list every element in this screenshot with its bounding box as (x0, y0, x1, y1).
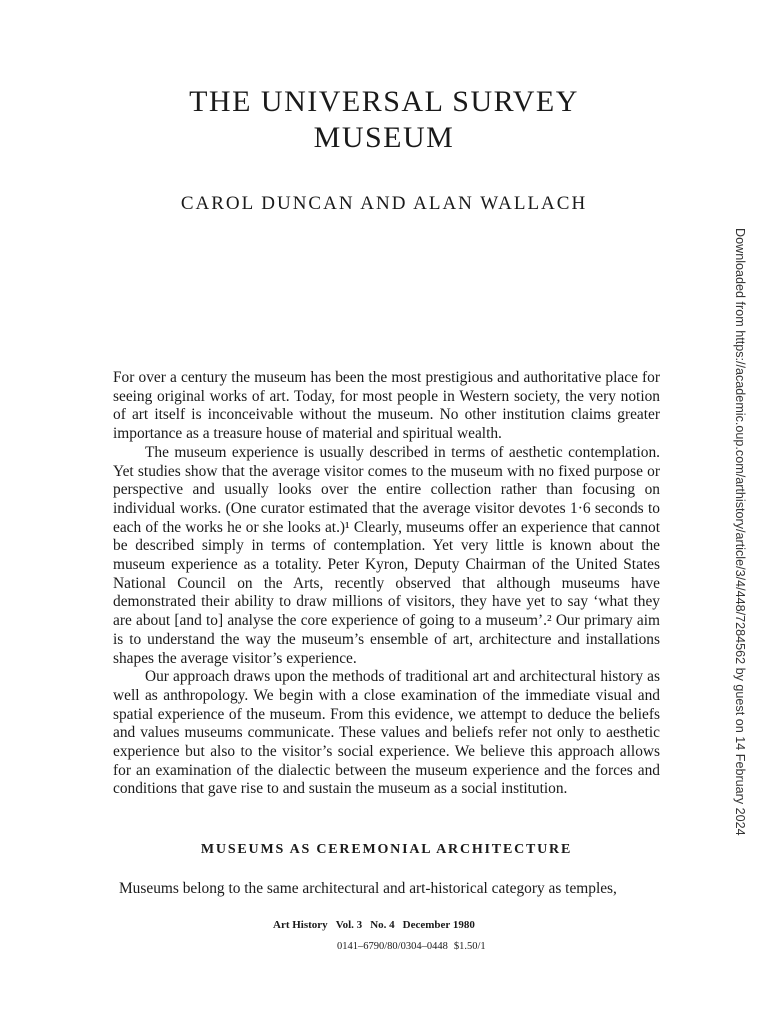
section-heading: MUSEUMS AS CEREMONIAL ARCHITECTURE (200, 842, 573, 857)
issn-line (337, 941, 492, 952)
journal-name: Art History (273, 919, 328, 931)
journal-volume: Vol. 3 (335, 919, 363, 931)
article-title-line-2: MUSEUM (313, 121, 455, 154)
section-first-line: Museums belong to the same architectural and art-historical category as temples, (119, 880, 617, 897)
paragraph-1: For over a century the museum has been the most prestigious and authoritative place for seeing original works of art. Today, for most people in Western society, the very notion of art itself is inconceivable without the museum. No other institution claims greater importance as a treasure house of material and spiritual wealth. (113, 369, 660, 443)
article-title-line-1: THE UNIVERSAL SURVEY (189, 85, 579, 118)
article-authors: CAROL DUNCAN AND ALAN WALLACH (180, 193, 588, 214)
journal-date: December 1980 (402, 919, 475, 931)
article-price: $1.50/1 (453, 941, 486, 952)
download-watermark-text: Downloaded from https://academic.oup.com/arthistory/article/3/4/448/7284562 by guest on 14 February 2024 (733, 228, 747, 836)
paragraph-2: The museum experience is usually described in terms of aesthetic contemplation. Yet studies show that the average visitor comes to the museum with no fixed purpose or perspective and usually looks over the entire collection rather than focusing on individual works. (One curator estimated that the average visitor devotes 1·6 seconds to each of the works he or she looks at.)¹ Clearly, museums offer an experience that cannot be described simply in terms of contemplation. Yet very little is known about the museum experience as a totality. Peter Kyron, Deputy Chairman of the United States National Council on the Arts, recently observed that although museums have demonstrated their ability to draw millions of visitors, they have yet to say ‘what they are about [and to] analyse the core experience of going to a museum’.² Our primary aim is to understand the way the museum’s ensemble of art, architecture and installations shapes the average visitor’s experience. (113, 443, 660, 667)
article-body (113, 369, 660, 799)
journal-number: No. 4 (370, 919, 395, 931)
journal-citation (273, 919, 483, 931)
issn-code: 0141–6790/80/0304–0448 (337, 941, 448, 952)
paragraph-3: Our approach draws upon the methods of traditional art and architectural history as well as anthropology. We begin with a close examination of the immediate visual and spatial experience of the museum. From this evidence, we attempt to deduce the beliefs and values museums communicate. These values and beliefs refer not only to aesthetic experience but also to the visitor’s social experience. We believe this approach allows for an examination of the dialectic between the museum experience and the forces and conditions that gave rise to and sustain the museum as a social institution. (113, 668, 660, 798)
article-title (100, 84, 668, 156)
